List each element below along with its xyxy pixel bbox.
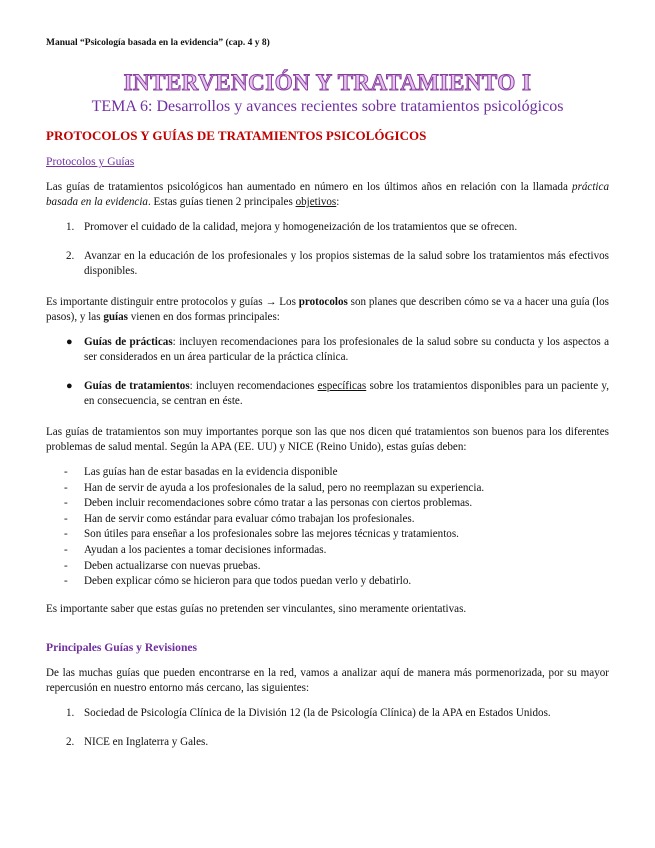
- list-item: 2. Avanzar en la educación de los profesionales y los propios sistemas de la salud sobre los tratamientos más efectivos disponibles.: [66, 250, 609, 277]
- bullet-icon: ●: [66, 380, 73, 392]
- principales-intro: De las muchas guías que pueden encontrarse en la red, vamos a analizar aquí de manera más pormenorizada, por su mayor repercusión en nuestro entorno más cercano, las siguientes:: [46, 666, 609, 694]
- list-item: - Deben actualizarse con nuevas pruebas.: [64, 559, 261, 572]
- list-item: 1. Promover el cuidado de la calidad, mejora y homogeneización de los tratamientos que se ofrecen.: [66, 221, 518, 233]
- list-item: - Ayudan a los pacientes a tomar decisiones informadas.: [64, 543, 327, 556]
- closing-paragraph: Es importante saber que estas guías no pretenden ser vinculantes, sino meramente orientativas.: [46, 602, 467, 615]
- guides-list: [46, 706, 609, 750]
- section-title: PROTOCOLOS Y GUÍAS DE TRATAMIENTOS PSICOLÓGICOS: [46, 128, 427, 143]
- list-item: - Deben incluir recomendaciones sobre cómo tratar a las personas con ciertos problemas.: [64, 497, 473, 510]
- document-page: [46, 38, 609, 750]
- importance-paragraph: Las guías de tratamientos son muy importantes porque son las que nos dicen qué tratamientos son buenos para los diferentes problemas de salud mental. Según la APA (EE. UU) y NICE (Reino Unido), estas guías deben:: [46, 426, 609, 453]
- topic-subtitle: TEMA 6: Desarrollos y avances recientes sobre tratamientos psicológicos: [91, 98, 564, 115]
- main-title: INTERVENCIÓN Y TRATAMIENTO I: [123, 70, 532, 95]
- bullet-icon: ●: [66, 336, 73, 348]
- forms-list: [46, 335, 609, 409]
- list-item: - Son útiles para enseñar a los profesionales sobre las mejores técnicas y tratamientos.: [64, 528, 459, 541]
- list-item: - Las guías han de estar basadas en la evidencia disponible: [64, 466, 338, 478]
- list-item: ● Guías de prácticas: incluyen recomendaciones para los profesionales de la salud sobre su conducta y los aspectos a ser considerados en un área particular de la práctica clínica.: [66, 336, 610, 363]
- list-item: - Han de servir de ayuda a los profesionales de la salud, pero no reemplazan su experiencia.: [64, 481, 485, 494]
- running-header: Manual “Psicología basada en la evidencia” (cap. 4 y 8): [46, 38, 270, 48]
- list-item: ● Guías de tratamientos: incluyen recomendaciones específicas sobre los tratamientos disponibles para un paciente y, en consecuencia, se centran en éste.: [66, 380, 609, 407]
- list-item: - Han de servir como estándar para evaluar cómo trabajan los profesionales.: [64, 512, 415, 525]
- intro-paragraph: Las guías de tratamientos psicológicos han aumentado en número en los últimos años en relación con la llamada práctica basada en la evidencia. Estas guías tienen 2 principales objetivos:: [46, 181, 609, 208]
- principales-heading: Principales Guías y Revisiones: [46, 640, 198, 654]
- protocolos-heading: Protocolos y Guías: [46, 155, 135, 168]
- requirements-list: [46, 465, 609, 590]
- list-item: 2. NICE en Inglaterra y Gales.: [66, 735, 209, 748]
- list-item: 1. Sociedad de Psicología Clínica de la División 12 (la de Psicología Clínica) de la APA en Estados Unidos.: [66, 706, 551, 719]
- distinguish-paragraph: Es importante distinguir entre protocolos y guías → Los protocolos son planes que describen cómo se va a hacer una guía (los pasos), y las guías vienen en dos formas principales:: [46, 296, 609, 323]
- objectives-list: [46, 220, 609, 279]
- list-item: - Deben explicar cómo se hicieron para que todos puedan verlo y debatirlo.: [64, 575, 412, 588]
